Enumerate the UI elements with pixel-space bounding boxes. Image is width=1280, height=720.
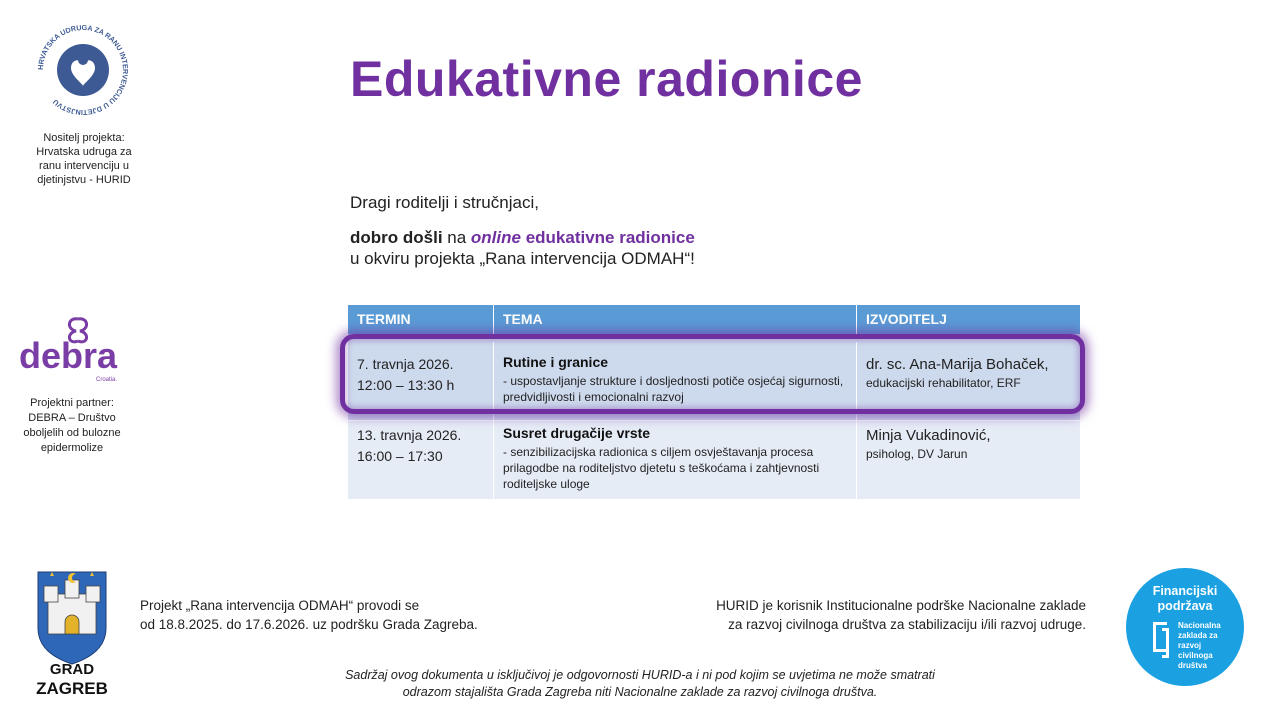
zagreb-line2: ZAGREB	[36, 679, 108, 698]
table-row	[348, 421, 1080, 499]
row-role: edukacijski rehabilitator, ERF	[866, 376, 1021, 390]
disclaimer-line: Sadržaj ovog dokumenta u isključivoj je odgovornosti HURID-a i ni pod kojim se uvjetima ne može smatrati	[345, 668, 935, 682]
welcome-rest: edukativne radionice	[520, 228, 695, 247]
hurid-support-line: HURID je korisnik Institucionalne podrške Nacionalne zaklade	[716, 598, 1086, 613]
disclaimer	[260, 667, 1020, 701]
table-header	[348, 305, 1080, 334]
header-termin: TERMIN	[348, 305, 494, 334]
row-name: dr. sc. Ana-Marija Bohaček,	[866, 356, 1049, 373]
debra-caption-line: epidermolize	[40, 442, 104, 454]
row-highlight-frame	[340, 334, 1085, 414]
welcome-line	[350, 228, 695, 248]
row-date: 13. travnja 2026.	[357, 427, 462, 443]
nz-text-line: razvoj	[1178, 641, 1202, 650]
project-line: od 18.8.2025. do 17.6.2026. uz podršku Grada Zagreba.	[140, 617, 478, 632]
row-name: Minja Vukadinović,	[866, 427, 991, 444]
termin-cell	[348, 421, 494, 499]
nz-top-line: podržava	[1157, 599, 1213, 613]
nz-text-line: Nacionalna	[1178, 621, 1221, 630]
debra-caption-line: DEBRA – Društvo	[28, 412, 116, 424]
project-line: Projekt „Rana intervencija ODMAH“ provodi se	[140, 598, 420, 613]
hurid-caption-line: djetinjstvu - HURID	[37, 174, 131, 186]
welcome-online: online	[470, 228, 521, 247]
greeting-text: Dragi roditelji i stručnjaci,	[350, 193, 539, 212]
disclaimer-line: odrazom stajališta Grada Zagreba niti Nacionalne zaklade za razvoj civilnoga društva.	[402, 685, 878, 699]
welcome-line-2: u okviru projekta „Rana intervencija ODMAH“!	[350, 249, 695, 268]
hurid-support-line: za razvoj civilnoga društva za stabilizaciju i/ili razvoj udruge.	[728, 617, 1086, 632]
welcome-mid: na	[442, 228, 471, 247]
project-info	[140, 596, 478, 634]
welcome-bold: dobro došli	[350, 228, 443, 247]
header-tema: TEMA	[494, 305, 857, 334]
row-desc: - uspostavljanje strukture i dosljednosti potiče osjećaj sigurnosti, predvidljivosti i emocionalni razvoj	[503, 374, 844, 404]
nz-top-line: Financijski	[1152, 584, 1218, 598]
zagreb-coat-of-arms	[32, 568, 112, 700]
welcome-highlight	[471, 228, 695, 247]
hurid-logo	[33, 20, 133, 120]
debra-logo	[16, 316, 126, 386]
nz-text-line: zaklada za	[1178, 631, 1218, 640]
debra-caption-line: Projektni partner:	[30, 397, 114, 409]
row-topic: Susret drugačije vrste	[503, 425, 651, 441]
debra-logo-text: debra	[19, 335, 118, 376]
row-time: 12:00 – 13:30 h	[357, 377, 455, 393]
debra-caption-line: oboljelih od bulozne	[23, 427, 121, 439]
tema-cell	[494, 421, 857, 499]
hurid-support-info	[560, 596, 1086, 634]
hurid-caption-line: Hrvatska udruga za	[36, 146, 132, 158]
debra-caption	[10, 396, 134, 456]
nacionalna-zaklada-logo	[1126, 568, 1244, 686]
bracket-icon	[1162, 628, 1169, 658]
hurid-logo-text: HRVATSKA UDRUGA ZA RANU INTERVENCIJU U DJETINJSTVU	[35, 22, 131, 118]
row-topic: Rutine i granice	[503, 354, 609, 370]
debra-logo-sub: Croatia.	[96, 377, 118, 383]
page-title: Edukativne radionice	[350, 51, 863, 107]
nz-text-line: društva	[1178, 661, 1207, 670]
nz-top-text	[1126, 584, 1244, 614]
izvoditelj-cell	[857, 421, 1080, 499]
zagreb-line1: GRAD	[49, 661, 95, 678]
hurid-caption-line: ranu intervenciju u	[39, 160, 129, 172]
hurid-caption-line: Nositelj projekta:	[43, 132, 125, 144]
hurid-caption	[18, 131, 150, 187]
nz-text	[1178, 621, 1221, 671]
row-date: 7. travnja 2026.	[357, 356, 454, 372]
row-time: 16:00 – 17:30	[357, 448, 443, 464]
row-role: psiholog, DV Jarun	[866, 447, 968, 461]
nz-text-line: civilnoga	[1178, 651, 1213, 660]
header-izvoditelj: IZVODITELJ	[866, 311, 947, 327]
row-desc: - senzibilizacijska radionica s ciljem osvještavanja procesa prilagodbe na roditeljstvo djetetu s teškoćama i zahtjevnosti roditeljske uloge	[503, 445, 820, 491]
